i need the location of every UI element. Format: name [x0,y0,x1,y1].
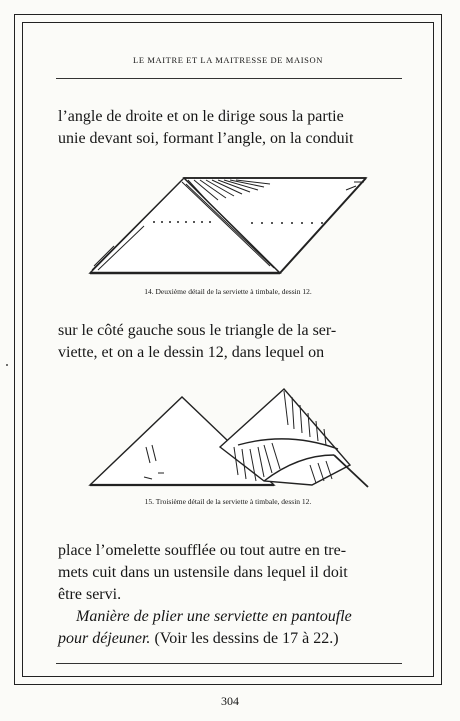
paragraph-4 [58,606,402,650]
running-header: LE MAITRE ET LA MAITRESSE DE MAISON [133,55,323,65]
paragraph-1 [58,106,402,150]
margin-speck [6,364,8,366]
paragraph-1-line-2: unie devant soi, formant l’angle, on la conduit [58,130,354,147]
page-number: 304 [221,694,239,708]
napkin-fold-figure-15 [88,385,378,490]
figure-14-caption: 14. Deuxième détail de la serviette à timbale, dessin 12. [144,287,312,296]
paragraph-3-line-3: être servi. [58,586,122,603]
paragraph-2-line-1: sur le côté gauche sous le triangle de la ser- [58,322,337,339]
paragraph-2 [58,320,402,364]
figure-15-caption: 15. Troisième détail de la serviette à timbale, dessin 12. [144,497,312,506]
footer-rule [56,663,402,664]
paragraph-4-reference: (Voir les dessins de 17 à 22.) [150,630,339,647]
paragraph-4-line-2 [58,628,402,650]
paragraph-4-line-1: Manière de plier une serviette en pantoufle [76,608,352,625]
header-rule [56,78,402,79]
napkin-fold-figure-14 [84,170,384,280]
paragraph-4-italic-phrase: pour déjeuner. [58,630,151,647]
paragraph-2-line-2: viette, et on a le dessin 12, dans lequel on [58,344,325,361]
paragraph-3 [58,540,402,606]
paragraph-3-line-1: place l’omelette soufflée ou tout autre en tre- [58,542,347,559]
paragraph-3-line-2: mets cuit dans un ustensile dans lequel il doit [58,564,348,581]
paragraph-1-line-1: l’angle de droite et on le dirige sous la partie [58,108,344,125]
